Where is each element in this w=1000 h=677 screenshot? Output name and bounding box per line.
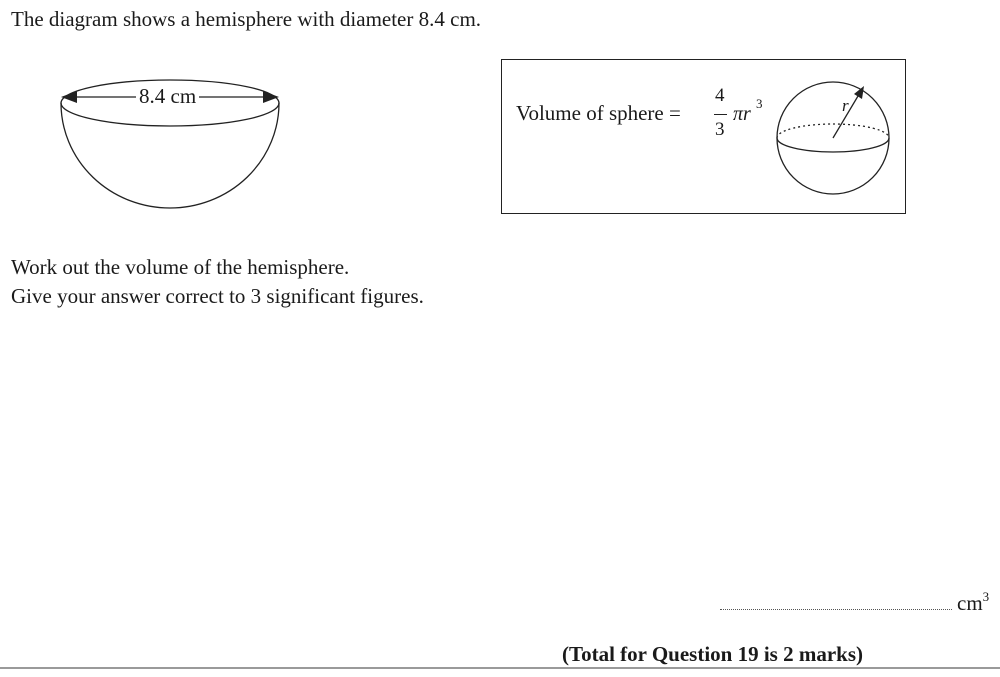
diameter-label: 8.4 cm (136, 86, 199, 107)
answer-unit (957, 589, 990, 615)
answer-unit-text: cm (957, 591, 983, 615)
formula-exponent: 3 (756, 96, 763, 111)
instruction-sig-figs: Give your answer correct to 3 significant figures. (11, 284, 424, 308)
fraction-denominator: 3 (715, 119, 725, 140)
answer-unit-exponent: 3 (982, 589, 990, 604)
diameter-arrow-right (263, 91, 279, 103)
formula-label: Volume of sphere = (516, 101, 681, 125)
diameter-arrow-left (61, 91, 77, 103)
fraction-numerator: 4 (715, 85, 725, 106)
footer-divider (0, 667, 1000, 669)
fraction-bar (714, 114, 727, 115)
instruction-volume: Work out the volume of the hemisphere. (11, 255, 350, 279)
radius-label: r (842, 96, 849, 115)
sphere-diagram (772, 74, 898, 200)
question-intro: The diagram shows a hemisphere with diameter 8.4 cm. (11, 7, 482, 31)
formula-box (501, 59, 906, 214)
sphere-equator-back (777, 124, 889, 138)
answer-line[interactable] (720, 609, 952, 610)
hemisphere-bowl (61, 103, 279, 208)
sphere-equator-front (777, 138, 889, 152)
formula-expression: πr (733, 103, 751, 125)
total-marks: (Total for Question 19 is 2 marks) (562, 642, 864, 666)
